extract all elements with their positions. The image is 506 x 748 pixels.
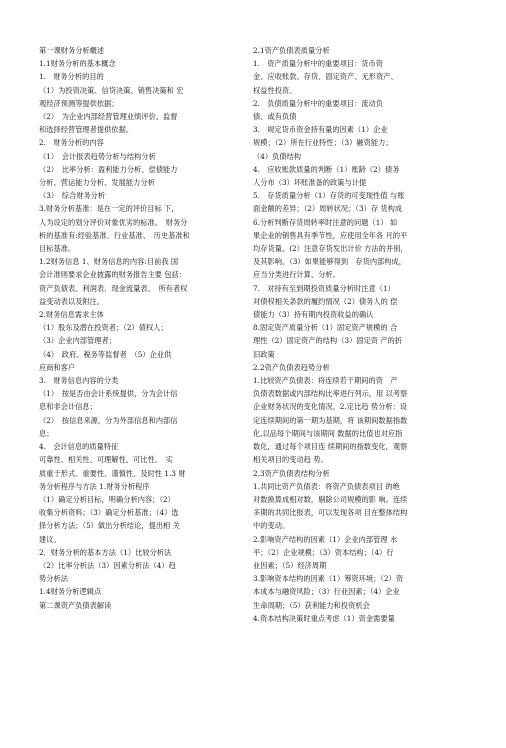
right-column-line: 1.比较资产负债表：将连续若干期间的资 产 xyxy=(253,376,398,386)
left-column-line: 资产负债表、利润表、现金流量表、 所有者权 xyxy=(39,283,188,293)
right-column-line: 2. 负债质量分析中的重要项目：流动负 xyxy=(253,98,383,108)
left-column-line: 2．财务分析的基本方法（1）比较分析法 xyxy=(39,547,172,557)
right-column-line: 化,以品每个期间与该期间 数据的比值也对应指 xyxy=(253,428,403,438)
left-column-line: 势分析法 xyxy=(39,574,68,584)
right-column-line: 2.1资产负债表质量分析 xyxy=(253,46,330,55)
left-column-line: 1. 财务分析的目的 xyxy=(39,72,104,82)
right-column-line: 债能力（3）持有期内投资收益的确认 xyxy=(253,310,374,320)
left-column-line: （1）确定分析目标，明确分析内容；（2） xyxy=(39,494,175,504)
right-column-line: 及其影响。（3）如果能够得到 存货内部构成， xyxy=(253,257,407,267)
right-column-line: 理性（2）固定资产的结构（3）固定资 产的折 xyxy=(253,336,403,346)
right-column-line: 人分布（3）坏账准备的政策与计提 xyxy=(253,178,367,188)
left-column-line: （1） 会计报表趋势分析与结构分析 xyxy=(39,151,156,161)
left-column-line: 益变动表以及附注。 xyxy=(39,296,105,306)
left-column-line: （1） 按是否由会计系统提供，分为会计信 xyxy=(39,389,178,399)
right-column-line: 面金额的差异；（2）周转状况；（3）存 货构成 xyxy=(253,204,403,214)
left-column-line: 2.财务信息需求主体 xyxy=(39,310,104,320)
left-column-line: （3） 综合财务分析 xyxy=(39,191,106,201)
right-column-line: 应当分类进行计算、分析。 xyxy=(253,270,340,280)
left-column-line: 质重于形式、重要性、谨慎性、及时性 1.3 财 xyxy=(39,468,186,478)
left-column-line: （3）企业内部管理者； xyxy=(39,336,116,346)
left-column-line: 观经济预测等提供依据； xyxy=(39,98,119,108)
right-column-line: 企业财务状况的变化情况。2.定比趋 势分析：设 xyxy=(253,402,408,412)
left-column-line: （2）比率分析法（3）因素分析法（4）趋 xyxy=(39,560,176,570)
left-column-line: 1.1财务分析的基本概念 xyxy=(39,59,116,69)
right-column-line: 债、或有负债 xyxy=(253,112,297,122)
right-column-line: 7. 对持有至到期投资质量分析时注意（1） xyxy=(253,283,395,293)
right-column-line: 负债表数据或内部结构比率进行列示，用 以考察 xyxy=(253,389,408,399)
left-column-line: 3. 财务信息内容的分类 xyxy=(39,376,119,386)
left-column-line: 1.2财务信息 1、财务信息的内容:目前我 国 xyxy=(39,257,179,267)
left-column-line: 3.财务分析基准：是在一定的评价目标 下， xyxy=(39,204,179,214)
right-column-line: 2.影响资产结构的因素（1）企业内部管理 水 xyxy=(253,534,398,544)
left-column-line: 建议。 xyxy=(39,534,61,544)
right-column-line: 3.影响资本结构的因素（1）筹资环境；（2）资 xyxy=(253,574,404,584)
right-column-line: 本成本与融资风险；（3）行业因素；（4）企业 xyxy=(253,587,400,597)
left-column-line: 析的基准有:经验基准、行业基准、 历史基准和 xyxy=(39,230,190,240)
left-column-line: （2） 为企业内部经营管理业绩评价、监督 xyxy=(39,112,178,122)
right-column-line: 权益性投资。 xyxy=(253,85,297,95)
left-column-line: 可靠性、相关性、可理解性、可比性、 实 xyxy=(39,455,173,465)
right-column-line: 4.资本结构决策时重点考虑（1）资金需要量 xyxy=(253,613,395,623)
right-column-line: 数化，通过每个项目连 续期间的指数变化，观察 xyxy=(253,442,408,452)
left-column-line: 息和非会计信息； xyxy=(39,402,97,412)
right-column-line: 平；（2）企业规模；（3）资本结构；（4）行 xyxy=(253,547,394,557)
right-column-line: 4. 应收账款质量的判断（1）账龄（2）债务 xyxy=(253,164,400,174)
right-column-line: 相关项目的变动趋 势。 xyxy=(253,455,328,465)
right-column-line: 规模；（2）所在行业特性；（3）融资能力； xyxy=(253,138,393,148)
left-column-line: 第二课资产负债表解读 xyxy=(39,600,112,610)
right-column-line: 6.分析判断存货周转率时注意的问题（1） 如 xyxy=(253,217,398,227)
left-column-line: 目标基准。 xyxy=(39,244,76,254)
right-column-line: 多期的共同比报表，可以发现各项 目在整体结构 xyxy=(253,508,408,518)
left-column-line: （1）股东及潜在投资者；（2）债权人； xyxy=(39,323,168,333)
left-column-line: 和选择经营管理者提供依据。 xyxy=(39,125,134,135)
right-column-line: 对债权相关条款的履约情况（2）债务人的 偿 xyxy=(253,296,398,306)
left-column-line: 择分析方法；（5）做出分析结论，提出相 关 xyxy=(39,521,180,531)
left-column-line: 2. 财务分析的内容 xyxy=(39,138,104,148)
right-column-line: 2.3资产负债表结构分析 xyxy=(253,468,330,478)
left-column-line: 分析、营运能力分析、发展能力分析 xyxy=(39,178,155,188)
left-column-line: 应商和客户 xyxy=(39,362,76,372)
left-column xyxy=(39,44,244,612)
right-column-line: 定连续期间的第一期为基期，将 该期间数据指数 xyxy=(253,415,408,425)
left-column-line: 务分析程序与方法 1.财务分析程序 xyxy=(39,481,150,491)
left-column-line: （2） 比率分析：盈利能力分析、偿债能力 xyxy=(39,164,178,174)
left-column-line: 第一课财务分析概述 xyxy=(39,46,105,55)
right-column-line: 金、应收账款、存货、固定资产、无形资产、 xyxy=(253,72,398,82)
right-column-line: 果企业的销售具有季节性，应使用全年各 月的平 xyxy=(253,230,408,240)
left-column-line: 人为设定的划分评价对象优劣的标准。 财务分 xyxy=(39,217,188,227)
left-column-line: （1）为投资决策、信贷决策、销售决策和 宏 xyxy=(39,85,184,95)
right-column-line: 中的变动。 xyxy=(253,521,290,531)
right-column-line: 均存货量。(2）注意存货发出计价 方法的并别， xyxy=(253,244,408,254)
right-column-line: 5. 存货质量分析（1）存货的可变现性值 与账 xyxy=(253,191,405,201)
right-column xyxy=(253,44,466,625)
right-column-line: 旧政策 xyxy=(253,349,275,359)
left-column-line: 1.4财务分析逻辑点 xyxy=(39,587,102,597)
left-column-line: 收集分析资料；（3）确定分析基准；（4）选 xyxy=(39,508,179,518)
right-column-line: 1. 资产质量分析中的重要项目：货币资 xyxy=(253,59,383,69)
right-column-line: 3. 规定货币资金持有量的因素（1）企业 xyxy=(253,125,388,135)
right-column-line: 1.共同比资产负债表：将资产负债表项目 的绝 xyxy=(253,481,400,491)
right-column-line: 业因素；（5）经济周期 xyxy=(253,560,327,570)
right-column-line: 2.2资产负债表趋势分析 xyxy=(253,362,330,372)
left-column-line: （2） 按信息来源，分为外部信息和内部信 xyxy=(39,415,178,425)
left-column-line: 会计准则要求企业披露的财务报告主要 包括： xyxy=(39,270,187,280)
left-column-line: 息； xyxy=(39,428,54,438)
left-column-line: 4. 会计信息的质量特征 xyxy=(39,442,119,452)
right-column-line: 对数换算成相对数，剔除公司规模的影 响。连续 xyxy=(253,494,408,504)
right-column-line: 8.固定资产质量分析（1）固定资产规模的 合 xyxy=(253,323,398,333)
right-column-line: 生命周期；（5）获利能力和投资机会 xyxy=(253,600,370,610)
left-column-line: （4） 政府、税务等监督者 （5）企业供 xyxy=(39,349,172,359)
right-column-line: （4）负债结构 xyxy=(253,151,302,161)
